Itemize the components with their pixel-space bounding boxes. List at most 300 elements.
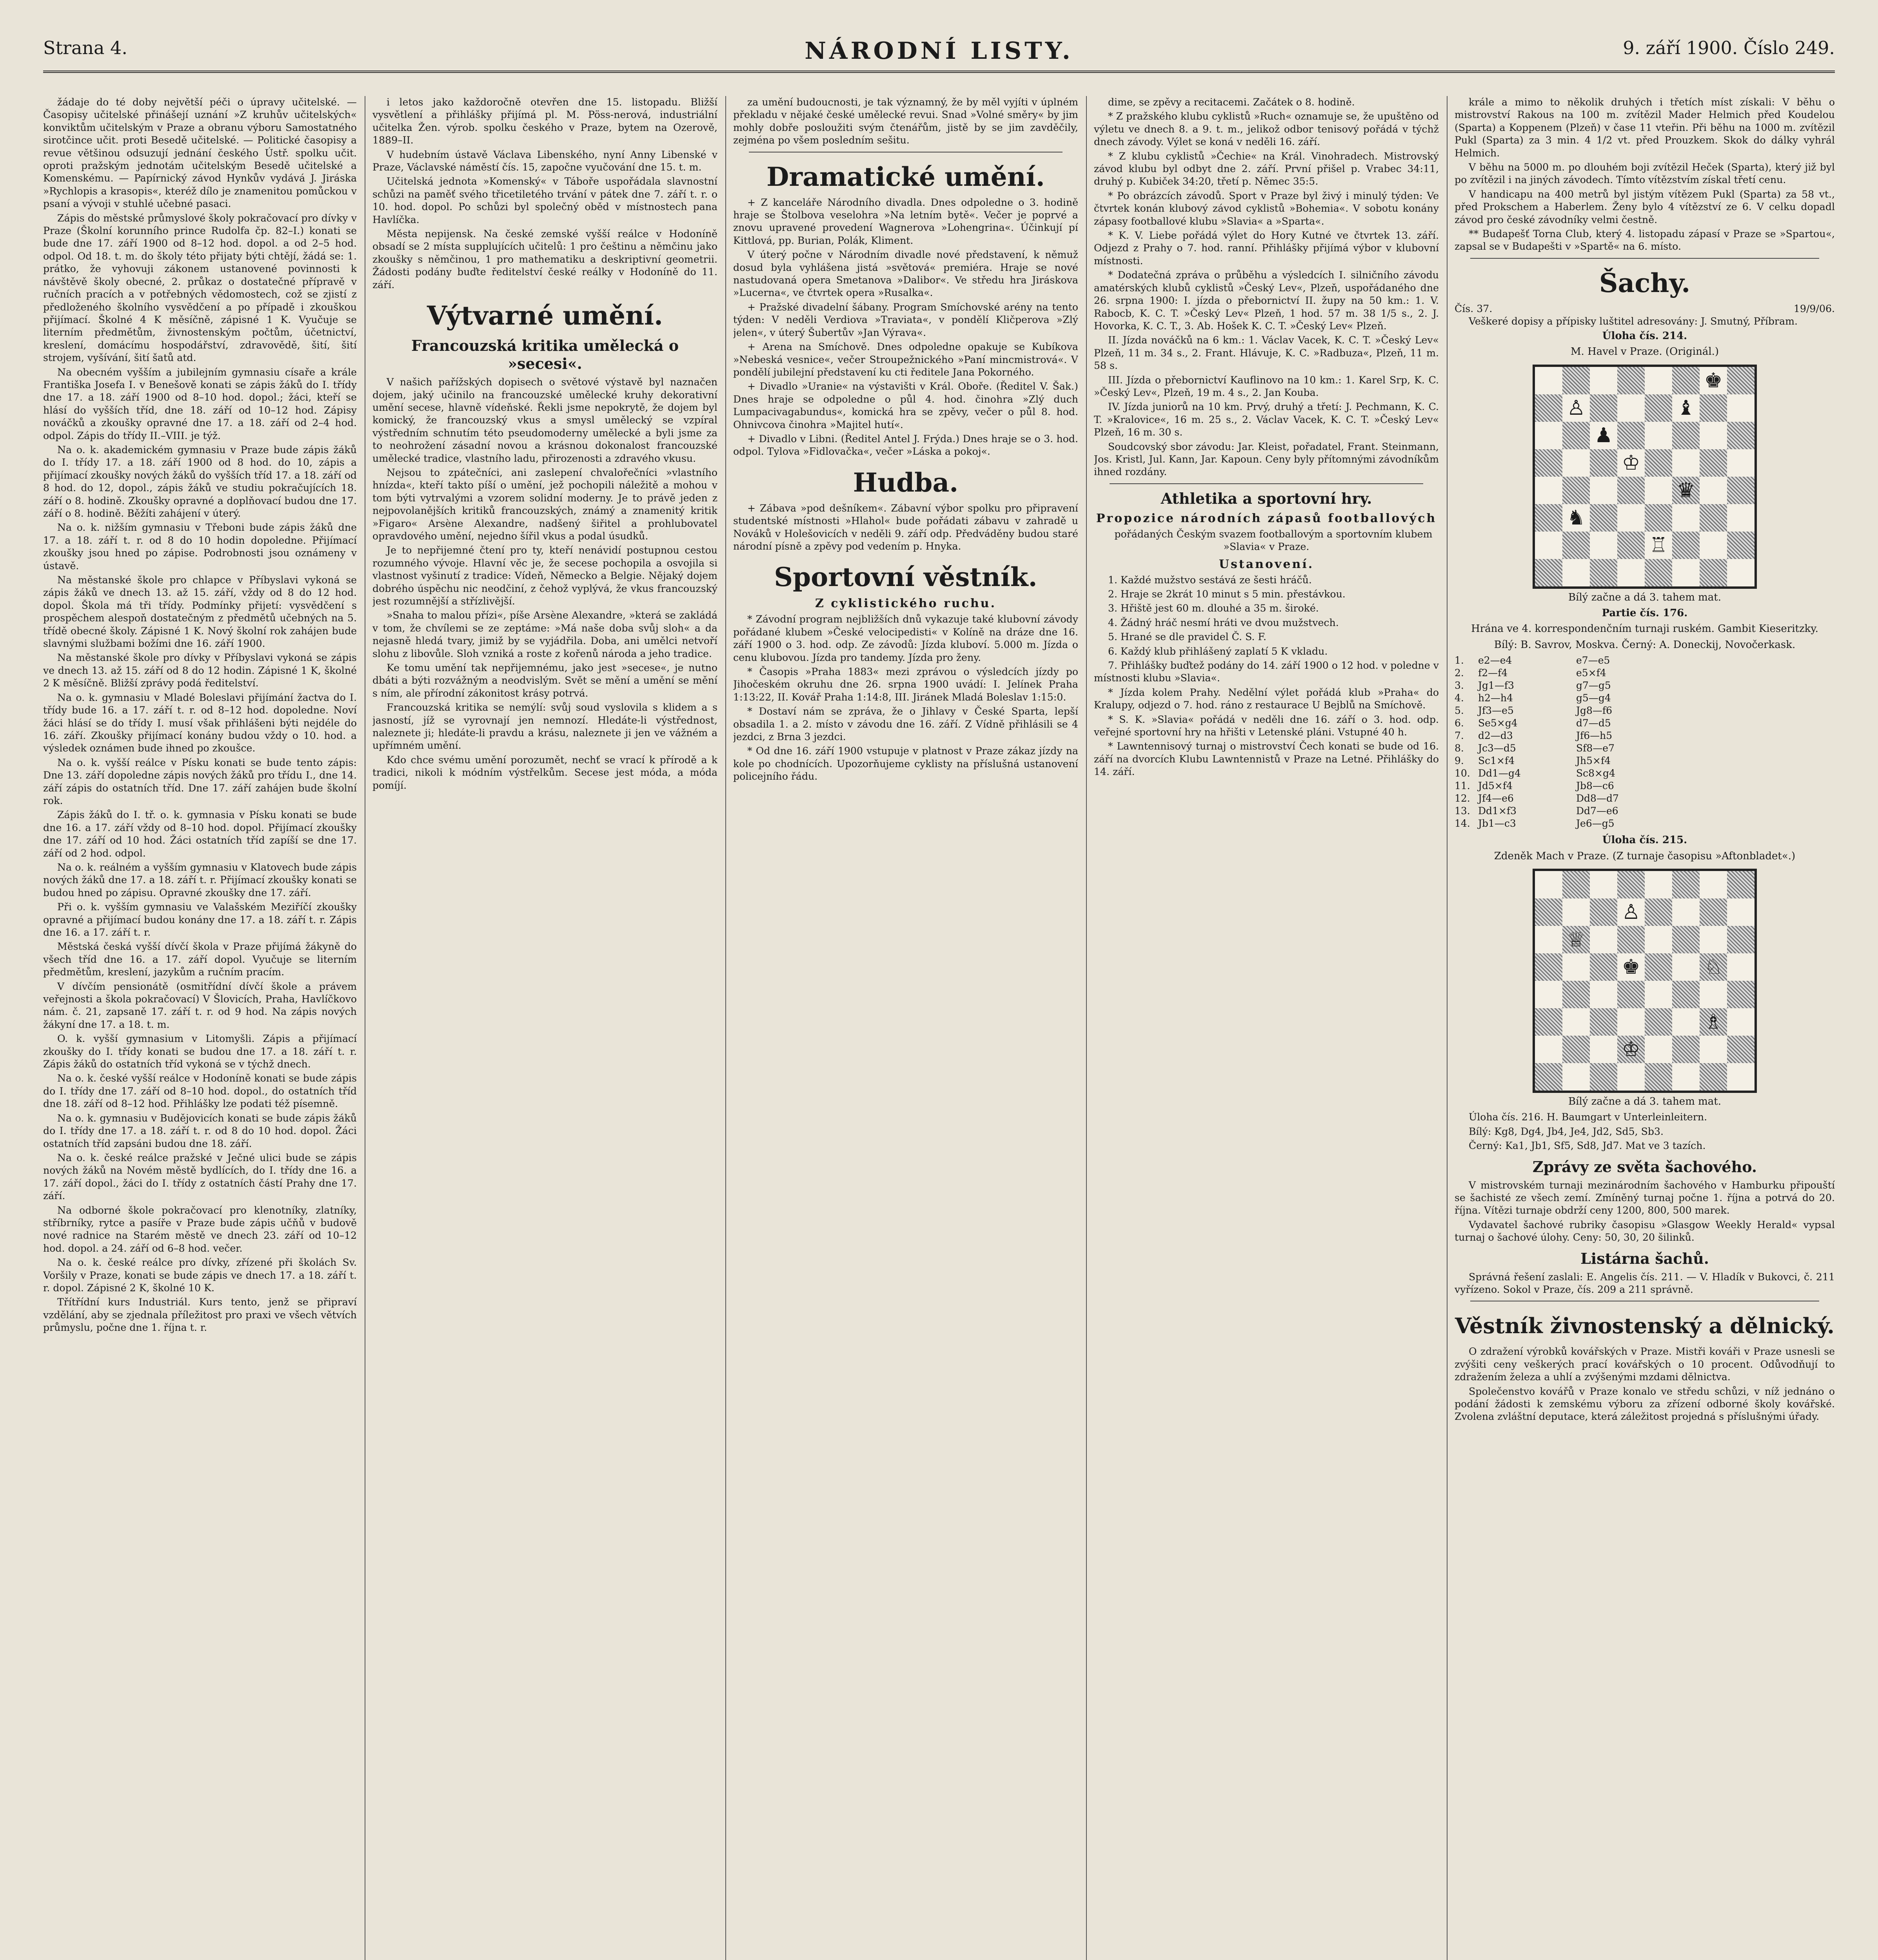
section-title-sport: Sportovní věstník.: [774, 562, 1037, 593]
article-paragraph: Na o. k. české reálce pražské v Ječné ulici bude se zápis nových žáků na Novém městě bydlících, do I. třídy dne 16. a 17. září dopol., žáci do I. třídy z ostatních částí Prahy dne 17. září.: [43, 1152, 357, 1202]
chess-piece: ♔: [1622, 1037, 1640, 1061]
black-move: Jf6—h5: [1576, 730, 1613, 742]
board-square: [1535, 1063, 1562, 1091]
board-square: [1590, 1036, 1617, 1063]
white-move: d2—d3: [1478, 730, 1513, 742]
chess-piece: ♙: [1567, 396, 1586, 420]
board-square: [1645, 898, 1672, 926]
article-paragraph: Francouzská kritika se nemýlí: svůj soud vyslovila s klidem a s jasností, jíž se vyrovnají jen nemnozí. Hledáte-li výstřednost, naleznete ji; hledáte-li pravdu a krásu, naleznete ji jen ve vážném a upřímném umění.: [372, 702, 717, 751]
board-square: [1700, 1036, 1727, 1063]
board-square: [1562, 504, 1590, 532]
move-number: 2.: [1455, 667, 1464, 679]
board-square: [1727, 1036, 1754, 1063]
board-square: [1672, 422, 1700, 449]
board-square: [1590, 926, 1617, 953]
article-paragraph: Městská česká vyšší dívčí škola v Praze přijímá žákyně do všech tříd dne 16. a 17. září dopol. Vyučuje se literním předmětům, kreslení, jazykům a ručním pracím.: [43, 941, 357, 978]
column-2: [372, 96, 717, 1960]
section-title-chess: Šachy.: [1599, 267, 1691, 298]
article-paragraph: V mistrovském turnaji mezinárodním šachového v Hamburku připouští se šachisté ze všech zemí. Zmíněný turnaj počne 1. října a potrvá do 20. října. Vítězi turnaje obdrží ceny 1200, 800, 500 marek.: [1455, 1179, 1835, 1216]
article-paragraph: Zápis do městské průmyslové školy pokračovací pro dívky v Praze (Školní korunního prince Rudolfa čp. 82–I.) konati se bude dne 17. září 1900 od 8–12 hod. dopol. a od 2–5 hod. odpol. Od 18. t. m. do školy této přijaty býti chtějí, žádá se: 1. prátko, že vyhovuji zákonem ustanovené povinnosti k návštěvě školy obecné, 2. průkaz o dostatečné přípravě v ručních pracích a v potřebných vědomostech, což se zjistí z předloženého školního vysvědčení a po případě i zkouškou přijímací. Školné 4 K měsíčně, zápisné 1 K. Vyučuje se literním předmětům, živnostenským počtům, účetnictví, kreslení, domácímu hospodářství, zdravovědě, šití, šití strojem, vyšívání, šití šatů atd.: [43, 212, 357, 364]
board-square: [1645, 367, 1672, 394]
rule-item: 7. Přihlášky buďtež podány do 14. září 1900 o 12 hod. v poledne v místnosti klubu »Slavia«.: [1094, 660, 1439, 684]
chess-piece: ♞: [1567, 506, 1586, 530]
problem-3-black: Černý: Ka1, Jb1, Sf5, Sd8, Jd7. Mat ve 3 tazích.: [1469, 1140, 1706, 1152]
board-square: [1700, 926, 1727, 953]
problem-2-author: Zdeněk Mach v Praze. (Z turnaje časopisu »Aftonbladet«.): [1494, 850, 1796, 862]
board-square: [1535, 926, 1562, 953]
board-square: [1700, 532, 1727, 559]
board-square: [1727, 1008, 1754, 1036]
article-paragraph: * Z pražského klubu cyklistů »Ruch« oznamuje se, že upuštěno od výletu ve dnech 8. a 9. t. m., jelikož odbor tenisový pořádá v týchž dnech závody. Výlet se koná v neděli 16. září.: [1094, 111, 1439, 148]
chess-news-title: Zprávy ze světa šachového.: [1532, 1158, 1757, 1176]
black-move: g7—g5: [1576, 680, 1611, 691]
board-square: [1535, 981, 1562, 1008]
article-paragraph: IV. Jízda juniorů na 10 km. Prvý, druhý a třetí: J. Pechmann, K. C. T. »Kralovice«, 16 m. 25 s., 2. Václav Vacek, K. C. T. »Český Lev« Plzeň, 16 m. 30 s.: [1094, 401, 1439, 438]
board-square: [1645, 871, 1672, 898]
chess-piece: ♝: [1676, 396, 1695, 420]
move-row: [1455, 755, 1835, 767]
chess-piece: ♚: [1704, 368, 1723, 392]
board-square: [1617, 898, 1645, 926]
chess-piece: ♟: [1594, 423, 1613, 447]
move-number: 6.: [1455, 717, 1464, 729]
board-square: [1645, 559, 1672, 586]
white-move: Jf4—e6: [1478, 793, 1514, 804]
problem-2-title: Úloha čís. 215.: [1602, 834, 1687, 846]
board-square: [1617, 367, 1645, 394]
board-square: [1672, 449, 1700, 477]
board-square: [1562, 1036, 1590, 1063]
white-move: Jc3—d5: [1478, 742, 1516, 754]
board-square: [1535, 367, 1562, 394]
article-paragraph: * Lawntennisový turnaj o mistrovství Čech konati se bude od 16. září na dvorcích Klubu Lawntennistů v Praze na Letné. Přihlášky do 14. září.: [1094, 740, 1439, 778]
article-paragraph: Nejsou to zpátečníci, ani zaslepení chvalořečníci »vlastního hnízda«, kteří takto píší o umění, jež pochopili náležitě a mohou v tom býti vytrvalými a vzorem solidní moderny. Je to právě jeden z nejpovolanějších kritiků francouzských, známý a znamenitý kritik »Figaro« Arsène Alexandre, nadšený šiřitel a prohlubovatel opravdového umění, nejedno šířil vkus a podal úsudků.: [372, 466, 717, 542]
board-square: [1590, 367, 1617, 394]
board-square: [1562, 532, 1590, 559]
theatre-news: [733, 196, 1078, 458]
article-paragraph: * Dostaví nám se zpráva, že o Jihlavy v České Sparta, lepší obsadila 1. a 2. místo v závodu dne 16. září. Z Vídně přihlásili se 4 jezdci, z Brna 3 jezdci.: [733, 706, 1078, 743]
article-paragraph: II. Jízda nováčků na 6 km.: 1. Václav Vacek, K. C. T. »Český Lev« Plzeň, 11 m. 34 s., 2. Frant. Hlávuje, K. C. »Radbuza«, Plzeň, 11 m. 58 s.: [1094, 334, 1439, 372]
board-square: [1645, 926, 1672, 953]
divider-rule: [1470, 258, 1819, 259]
board-square: [1617, 477, 1645, 504]
rules-title: Ustanovení.: [1219, 557, 1314, 571]
board-square: [1562, 394, 1590, 422]
board-square: [1672, 871, 1700, 898]
black-move: Sf8—e7: [1576, 742, 1615, 754]
board-square: [1727, 871, 1754, 898]
article-paragraph: Na o. k. české reálce pro dívky, zřízené při školách Sv. Voršily v Praze, konati se bude zápis ve dnech 17. a 18. září t. r. dopol. Zápisné 2 K, školné 10 K.: [43, 1257, 357, 1294]
article-paragraph: V handicapu na 400 metrů byl jistým vítězem Pukl (Sparta) za 58 vt., před Prokschem a Haberlem. Ženy bylo 4 vítězství ze 6. V celku dopadl závod pro české závodníky velmi čestně.: [1455, 188, 1835, 225]
board-square: [1562, 926, 1590, 953]
board-square: [1645, 1063, 1672, 1091]
article-paragraph: V dívčím pensionátě (osmitřídní dívčí škole a právem veřejnosti a škola pokračovací) V Šlovicích, Praha, Havlíčkovo nám. č. 21, zapsaně 17. září t. r. od 9 hod. Na zápis nových žákyní dne 17. a 18. t. m.: [43, 980, 357, 1030]
problem-1-caption: Bílý začne a dá 3. tahem mat.: [1568, 591, 1721, 603]
column-divider: [725, 96, 726, 1960]
article-paragraph: Na o. k. nižším gymnasiu v Třeboni bude zápis žáků dne 17. a 18. září t. r. od 8 do 10 hodin dopoledne. Přijímací zkoušky jsou hned po zápise. Podrobnosti jsou oznámeny v ústavě.: [43, 522, 357, 572]
board-square: [1672, 367, 1700, 394]
article-paragraph: Zápis žáků do I. tř. o. k. gymnasia v Písku konati se bude dne 16. a 17. září vždy od 8–10 hod. dopol. Přijímací zkoušky dne 17. září od 10 hod. Žáci ostatních tříd zapíší se dne 17. září od 2 hod. odpol.: [43, 809, 357, 859]
black-move: Dd8—d7: [1576, 793, 1619, 804]
board-square: [1590, 953, 1617, 981]
article-paragraph: O. k. vyšší gymnasium v Litomyšli. Zápis a přijímací zkoušky do I. třídy konati se budou dne 17. a 18. září t. r. Zápis žáků do ostatních tříd vykoná se v týchž dnech.: [43, 1033, 357, 1070]
board-square: [1700, 394, 1727, 422]
article-paragraph: za umění budoucnosti, je tak významný, že by měl vyjíti v úplném překladu v nějaké české umělecké revui. Snad »Volné směry« by jim mohly dobře posloužiti svým čtenářům, jistě by se jim zavděčily, zejména po všem posledním sešitu.: [733, 96, 1078, 146]
move-number: 4.: [1455, 692, 1464, 704]
chess-piece: ♕: [1567, 927, 1586, 951]
board-square: [1617, 394, 1645, 422]
board-square: [1672, 953, 1700, 981]
article-paragraph: + Z kanceláře Národního divadla. Dnes odpoledne o 3. hodině hraje se Štolbova veselohra »Na letním bytě«. Večer je poprvé a znovu upravené provedení Wagnerova »Lohengrina«. Účinkují pí Kittlová, pp. Burian, Polák, Kliment.: [733, 196, 1078, 246]
board-square: [1617, 871, 1645, 898]
article-paragraph: Na městanské škole pro chlapce v Příbyslavi vykoná se zápis žáků ve dnech 13. až 15. září, vždy od 8 do 12 hod. dopol. Škola má tři třídy. Podmínky přijetí: vysvědčení s prospěchem alespoň dostatečným z předmětů učebných na 5. třídě obecné školy. Zápisné 1 K. Nový školní rok zahájen bude slavnými službami božími dne 16. září 1900.: [43, 574, 357, 650]
board-square: [1700, 559, 1727, 586]
board-square: [1590, 981, 1617, 1008]
column-3: [733, 96, 1078, 1960]
article-paragraph: Na obecném vyšším a jubilejním gymnasiu císaře a krále Františka Josefa I. v Benešově konati se zápis žáků do I. třídy dne 17. a 18. září 1900 od 8–10 hod. dopol.; žáci, kteří se hlásí do vyšších tříd, dne 18. září od 10–12 hod. Zápisy nováčků a zkoušky opravné dne 17. a 18. září od 2–4 hod. odpol. Zápis do třídy II.–VIII. je týž.: [43, 366, 357, 441]
black-move: Je6—g5: [1576, 818, 1615, 829]
board-square: [1672, 394, 1700, 422]
board-square: [1562, 871, 1590, 898]
move-row: [1455, 730, 1835, 742]
white-move: Dd1×f3: [1478, 805, 1517, 817]
board-square: [1562, 1063, 1590, 1091]
board-square: [1590, 422, 1617, 449]
article-paragraph: Při o. k. vyšším gymnasiu ve Valašském Meziříčí zkoušky opravné a přijímací budou konány dne 17. a 18. září t. r. Zápis dne 16. a 17. září t. r.: [43, 901, 357, 938]
board-square: [1672, 981, 1700, 1008]
article-paragraph: V našich pařížských dopisech o světové výstavě byl naznačen dojem, jaký učinilo na francouzské umělecké kruhy dekorativní umění secese, hlavně vídeňské. Řekli jsme nepokrytě, že dojem byl komický, že francouzský vkus a smysl umělecký se vzpíral výstředním schnutím této pseudomoderny umělecké a byli jsme za to neohrožení zásadní novou a krásnou dokonalost francouzské umělecké tradice, vlastního ladu, přirozenosti a zdravého vkusu.: [372, 376, 717, 464]
board-square: [1645, 1036, 1672, 1063]
chess-news: [1455, 1179, 1835, 1244]
article-paragraph: + Divadlo v Libni. (Ředitel Antel J. Frýda.) Dnes hraje se o 3. hod. odpol. Tylova »Fidlovačka«, večer »Láska a pokoj«.: [733, 433, 1078, 457]
board-square: [1727, 477, 1754, 504]
move-row: [1455, 805, 1835, 817]
article-paragraph: * Závodní program nejbližších dnů vykazuje také klubovní závody pořádané klubem »České velocipedisti« v Kolíně na dráze dne 16. září 1900 o 3. hod. odp. Ze závodů: Jízda kluboví. 5.000 m. Jízda o cenu klubovou. Jízda pro tandemy. Jízda pro ženy.: [733, 613, 1078, 663]
board-square: [1590, 1008, 1617, 1036]
board-square: [1562, 367, 1590, 394]
article-paragraph: * K. V. Liebe pořádá výlet do Hory Kutné ve čtvrtek 13. září. Odjezd z Prahy o 7. hod. ranní. Přihlášky přijímá výbor v klubovní místnosti.: [1094, 230, 1439, 267]
article-paragraph: * Po obrázcích závodů. Sport v Praze byl živý i minulý týden: Ve čtvrtek konán klubový závod cyklistů »Bohemia«. V sobotu konány zápasy footballové klubu »Slavia« a »Sparta«.: [1094, 190, 1439, 227]
board-square: [1700, 1063, 1727, 1091]
section-title-trade: Věstník živnostenský a dělnický.: [1455, 1313, 1834, 1339]
problem-1-author: M. Havel v Praze. (Originál.): [1570, 346, 1719, 358]
article-paragraph: Třítřídní kurs Industriál. Kurs tento, jenž se připraví vzdělání, aby se zjednala příležitost pro praxi ve všech větvích průmyslu, počne dne 1. října t. r.: [43, 1296, 357, 1334]
white-move: Jd5×f4: [1478, 780, 1513, 792]
chess-piece: ♔: [1622, 451, 1640, 475]
move-row: [1455, 679, 1835, 692]
board-square: [1700, 953, 1727, 981]
board-square: [1645, 422, 1672, 449]
article-paragraph: dime, se zpěvy a recitacemi. Začátek o 8. hodině.: [1108, 96, 1355, 108]
game-intro: Hrána ve 4. korrespondenčním turnaji ruském. Gambit Kieseritzky.: [1471, 623, 1818, 635]
board-square: [1617, 953, 1645, 981]
board-square: [1590, 559, 1617, 586]
trade-news: [1455, 1345, 1835, 1423]
chess-column-date: 19/9/06.: [1793, 303, 1835, 314]
education-news-continued: [372, 96, 717, 291]
board-square: [1562, 953, 1590, 981]
article-paragraph: Na odborné škole pokračovací pro klenotníky, zlatníky, stříbrníky, rytce a pasíře v Praze bude zápis učňů v budově nové radnice na Starém městě ve dnech 23. září od 10–12 hod. dopol. a 24. září od 6–8 hod. večer.: [43, 1204, 357, 1254]
board-square: [1617, 1063, 1645, 1091]
article-paragraph: Na o. k. vyšší reálce v Písku konati se bude tento zápis: Dne 13. září dopoledne zápis nových žáků pro třídu I., dne 14. září zápis do ostatních tříd. Dne 17. září zahájen bude školní rok.: [43, 757, 357, 806]
board-square: [1727, 898, 1754, 926]
move-number: 13.: [1455, 805, 1470, 817]
board-square: [1535, 532, 1562, 559]
board-square: [1672, 1063, 1700, 1091]
board-square: [1672, 1008, 1700, 1036]
article-paragraph: V běhu na 5000 m. po dlouhém boji zvítězil Heček (Sparta), který již byl po zvítězil i na jiných závodech. Tímto vítězstvím získal třetí cenu.: [1455, 162, 1835, 186]
black-move: g5—g4: [1576, 692, 1611, 704]
board-square: [1590, 898, 1617, 926]
article-paragraph: * Z klubu cyklistů »Čechie« na Král. Vinohradech. Mistrovský závod klubu byl odbyt dne 2. září. První přišel p. Vrabec 34:11, druhý p. Kubiček 34:20, třetí p. Němec 35:5.: [1094, 150, 1439, 187]
board-square: [1727, 981, 1754, 1008]
article-body-french-criticism: [372, 376, 717, 792]
board-square: [1535, 871, 1562, 898]
chess-piece: ♘: [1704, 955, 1723, 979]
article-paragraph: Společenstvo kovářů v Praze konalo ve středu schůzi, v níž jednáno o podání žádosti k zemskému výboru za zřízení odborné školy kovářské. Zvolena zvláštní deputace, která záležitost projedná s příslušnými úřady.: [1455, 1385, 1835, 1423]
board-square: [1672, 898, 1700, 926]
board-square: [1617, 449, 1645, 477]
issue-date-number: 9. září 1900. Číslo 249.: [1623, 37, 1835, 58]
black-move: Jb8—c6: [1576, 780, 1614, 792]
board-square: [1700, 871, 1727, 898]
white-move: f2—f4: [1478, 667, 1508, 679]
game-moves: [1455, 654, 1835, 830]
chess-piece: ♙: [1622, 900, 1640, 924]
white-move: Se5×g4: [1478, 717, 1518, 729]
board-square: [1727, 532, 1754, 559]
section-title-drama: Dramatické umění.: [766, 161, 1045, 192]
chess-letters-title: Listárna šachů.: [1580, 1249, 1709, 1267]
section-title-fine-arts: Výtvarné umění.: [427, 300, 663, 331]
board-square: [1672, 477, 1700, 504]
board-square: [1645, 504, 1672, 532]
article-paragraph: * Jízda kolem Prahy. Nedělní výlet pořádá klub »Praha« do Kralupy, odjezd o 7. hod. ráno z restaurace U Bejblů na Smíchově.: [1094, 686, 1439, 711]
rule-item: 1. Každé mužstvo sestává ze šesti hráčů.: [1108, 574, 1312, 586]
cycling-news: [733, 613, 1078, 783]
article-paragraph: Ke tomu umění tak nepřijemnému, jako jest »secese«, je nutno dbáti a býti rozvážným a neodvislým. Svět se mění a umění se mění s ním, ale přírodní zákonitost krásy potrvá.: [372, 662, 717, 699]
chess-board-problem-1: [1533, 365, 1757, 589]
board-square: [1535, 559, 1562, 586]
move-number: 11.: [1455, 780, 1470, 792]
football-rules-list: [1094, 574, 1439, 685]
board-square: [1590, 477, 1617, 504]
move-number: 10.: [1455, 768, 1470, 779]
move-row: [1455, 704, 1835, 717]
chess-piece: ♚: [1622, 955, 1640, 979]
board-square: [1727, 422, 1754, 449]
page-header: [43, 33, 1835, 80]
article-paragraph: O zdražení výrobků kovářských v Praze. Mistři kováři v Praze usnesli se zvýšiti ceny veškerých prací kovářských o 10 procent. Odůvodňují to zdražením železa a uhlí a zvýšenými mzdami dělnictva.: [1455, 1346, 1835, 1383]
article-paragraph: Soudcovský sbor závodu: Jar. Kleist, pořadatel, Frant. Steinmann, Jos. Kristl, Jul. Kann, Jar. Kapoun. Ceny byly přítomnými závodníkům ihned rozdány.: [1094, 441, 1439, 478]
football-propositions-intro: pořádaných Českým svazem footballovým a sportovním klubem »Slavia« v Praze.: [1114, 528, 1433, 553]
column-1: [43, 96, 357, 1960]
board-square: [1672, 1036, 1700, 1063]
article-paragraph: * Dodatečná zpráva o průběhu a výsledcích I. silničního závodu amatérských klubů cyklistů »Český Lev«, Plzeň, uspořádaného dne 26. srpna 1900: I. jízda o přebornictví II. župy na 50 km.: 1. V. Rabocb, K. C. T. »Český Lev« Plzeň, 1 hod. 57 m. 38 1/5 s., 2. J. Hovorka, K. C. T., 3. Ab. Hošek K. C. T. »Český Lev« Plzeň.: [1094, 269, 1439, 332]
board-square: [1562, 449, 1590, 477]
white-move: Jb1—c3: [1478, 818, 1516, 829]
board-square: [1727, 1063, 1754, 1091]
article-paragraph: III. Jízda o přebornictví Kauflinovo na 10 km.: 1. Karel Srp, K. C. »Český Lev«, Plzeň, 19 m. 4 s., 2. Jan Kouba.: [1094, 374, 1439, 398]
move-number: 1.: [1455, 655, 1464, 666]
article-paragraph: V úterý počne v Národním divadle nové představení, k němuž dosud byla vyhlášena jistá »světová« premiéra. Hraje se nové nastudovaná opera Smetanova »Dalibor«. Ve středu hra Jiráskova »Lucerna«, ve čtvrtek opera »Rusalka«.: [733, 249, 1078, 299]
board-square: [1672, 532, 1700, 559]
board-square: [1562, 981, 1590, 1008]
board-square: [1645, 477, 1672, 504]
article-paragraph: Na o. k. gymnasiu v Mladé Boleslavi přijímání žactva do I. třídy bude 16. a 17. září t. r. od 8–12 hod. dopoledne. Noví žáci hlásí se do třídy I. musí však přihlášeni býti nejdéle do 16. září. Zkoušky přijímací konány budou vždy o 10. hod. a výsledek oznámen bude ihned po zkoušce.: [43, 691, 357, 754]
board-square: [1727, 504, 1754, 532]
article-paragraph: Na o. k. akademickém gymnasiu v Praze bude zápis žáků do I. třídy 17. a 18. září 1900 od 8 hod. do 10, zápis a přijímací zkoušky nových žáků do vyšších tříd 17. a 18. září od 8 hod. do 12, dopol., zápis žáků ve studiu pokračujících 18. září o 8. hodině. Zkoušky opravné a doplňovací budou dne 17. září o 8. hodině. Běžíti zahájení v úterý.: [43, 444, 357, 519]
article-title-french-criticism: Francouzská kritika umělecká o »secesi«.: [411, 337, 679, 373]
article-paragraph: + Pražské divadelní šábany. Program Smíchovské arény na tento týden: V neděli Verdiova »Traviata«, v pondělí Kličperova »Zlý jelen«, v úterý Šubertův »Jan Výrava«.: [733, 301, 1078, 338]
board-square: [1562, 1008, 1590, 1036]
move-number: 7.: [1455, 730, 1464, 742]
board-square: [1590, 504, 1617, 532]
board-square: [1727, 559, 1754, 586]
move-row: [1455, 780, 1835, 792]
chess-header-line: [1455, 303, 1835, 315]
article-paragraph: Na o. k. gymnasiu v Budějovicích konati se bude zápis žáků do I. třídy dne 17. a 18. září t. r. od 8 do 10 hod. dopol. Žáci ostatních tříd zapsáni budou dne 18. září.: [43, 1112, 357, 1149]
board-square: [1700, 1008, 1727, 1036]
board-square: [1617, 532, 1645, 559]
board-square: [1590, 532, 1617, 559]
board-square: [1700, 422, 1727, 449]
move-row: [1455, 717, 1835, 730]
board-square: [1727, 394, 1754, 422]
move-row: [1455, 817, 1835, 830]
move-row: [1455, 654, 1835, 667]
board-square: [1535, 1008, 1562, 1036]
board-square: [1617, 1008, 1645, 1036]
board-square: [1562, 477, 1590, 504]
move-row: [1455, 667, 1835, 679]
board-square: [1590, 871, 1617, 898]
white-move: e2—e4: [1478, 655, 1512, 666]
article-paragraph: ** Budapešť Torna Club, který 4. listopadu zápasí v Praze se »Spartou«, zapsal se v Budapešti v »Spartě« na 6. místo.: [1455, 228, 1835, 252]
section-title-athletics: Athletika a sportovní hry.: [1161, 489, 1372, 507]
sport-news-more: [1094, 686, 1439, 779]
board-square: [1727, 449, 1754, 477]
move-number: 12.: [1455, 793, 1470, 804]
board-square: [1727, 953, 1754, 981]
rule-item: 5. Hrané se dle pravidel Č. S. F.: [1108, 631, 1266, 643]
divider-rule: [1110, 483, 1423, 484]
chess-piece: ♖: [1649, 533, 1668, 557]
article-paragraph: * S. K. »Slavia« pořádá v neděli dne 16. září o 3. hod. odp. veřejné sportovní hry na hřišti v Letenské pláni. Vstupné 40 h.: [1094, 713, 1439, 738]
board-square: [1617, 422, 1645, 449]
problem-3-title: Úloha čís. 216. H. Baumgart v Unterleinleitern.: [1469, 1111, 1707, 1123]
board-square: [1617, 504, 1645, 532]
board-square: [1617, 926, 1645, 953]
board-square: [1645, 532, 1672, 559]
article-paragraph: Učitelská jednota »Komenský« v Táboře uspořádala slavnostní schůzi na paměť svého třicetiletého trvání v pátek dne 7. září t. r. o 10. hod. dopol. Po schůzi byl společný oběd v místnostech pana Havlíčka.: [372, 176, 717, 225]
column-divider: [1086, 96, 1087, 1960]
rule-item: 2. Hraje se 2krát 10 minut s 5 min. přestávkou.: [1108, 588, 1346, 600]
music-news: [733, 502, 1078, 553]
problem-1-title: Úloha čís. 214.: [1602, 330, 1687, 342]
white-move: Jg1—f3: [1478, 680, 1515, 691]
board-square: [1535, 477, 1562, 504]
move-number: 9.: [1455, 755, 1464, 767]
chess-letters-text: Správná řešení zaslali: E. Angelis čís. 211. — V. Hladík v Bukovci, č. 211 vyřízeno. Sokol v Praze, čís. 209 a 211 správně.: [1455, 1271, 1835, 1295]
black-move: Jg8—f6: [1576, 705, 1613, 717]
board-square: [1535, 394, 1562, 422]
rule-item: 6. Každý klub přihlášený zaplatí 5 K vkladu.: [1108, 645, 1328, 657]
board-square: [1672, 926, 1700, 953]
chess-board-problem-2: [1533, 869, 1757, 1093]
board-square: [1617, 559, 1645, 586]
board-square: [1535, 898, 1562, 926]
article-paragraph: Na o. k. reálném a vyšším gymnasiu v Klatovech bude zápis nových žáků dne 17. a 18. září t. r. Přijímací zkoušky konati se budou hned po zápisu. Opravné zkoušky dne 17. září.: [43, 861, 357, 898]
article-paragraph: * Od dne 16. září 1900 vstupuje v platnost v Praze zákaz jízdy na kole po chodnících. Upozorňujeme cyklisty na příslušná ustanovení policejního řádu.: [733, 745, 1078, 782]
board-square: [1535, 422, 1562, 449]
article-paragraph: Vydavatel šachové rubriky časopisu »Glasgow Weekly Herald« vypsal turnaj o šachové úlohy. Ceny: 50, 30, 20 šilinků.: [1455, 1219, 1835, 1243]
board-square: [1672, 504, 1700, 532]
black-move: Jh5×f4: [1576, 755, 1611, 767]
board-square: [1562, 422, 1590, 449]
page-number: Strana 4.: [43, 37, 127, 58]
athletics-news-continued: [1455, 96, 1835, 253]
board-square: [1700, 449, 1727, 477]
article-paragraph: Města nepijensk. Na české zemské vyšší reálce v Hodoníně obsadí se 2 místa supplujících učitelů: 1 pro češtinu a němčinu jako zkoušky s němčinou, 1 pro mathematiku a deskriptivní geometrii. Žádosti podány buďte ředitelství české reálky v Hodoníně do 11. září.: [372, 228, 717, 290]
subsection-title-cycling: Z cyklistického ruchu.: [815, 597, 997, 611]
problem-2-caption: Bílý začne a dá 3. tahem mat.: [1568, 1095, 1721, 1107]
board-square: [1700, 898, 1727, 926]
move-row: [1455, 792, 1835, 805]
board-square: [1617, 1036, 1645, 1063]
header-rule: [43, 71, 1835, 73]
board-square: [1535, 504, 1562, 532]
chess-intro: Veškeré dopisy a přípisky luštitel adresovány: J. Smutný, Příbram.: [1469, 316, 1798, 327]
rule-item: 3. Hřiště jest 60 m. dlouhé a 35 m. široké.: [1108, 603, 1319, 614]
column-5: [1455, 96, 1835, 1960]
article-paragraph: + Arena na Smíchově. Dnes odpoledne opakuje se Kubíkova »Nebeská vesnice«, večer Stroupežnického »Paní mincmistrová«. V pondělí jubilejní představení ku cti ředitele Jana Pokorného.: [733, 341, 1078, 378]
section-title-music: Hudba.: [853, 467, 959, 498]
move-number: 3.: [1455, 680, 1464, 691]
article-paragraph: + Zábava »pod dešníkem«. Zábavní výbor spolku pro připravení studentské místnosti »Hlahol« bude pořádati zábavu v zahradě u Nováků v Holešovicích v neděli 9. září odp. Předváděny budou staré národní písně a zpěvy pod vedením p. Hnyka.: [733, 502, 1078, 552]
white-move: Jf3—e5: [1478, 705, 1514, 717]
black-move: Sc8×g4: [1576, 768, 1615, 779]
board-square: [1700, 504, 1727, 532]
board-square: [1700, 367, 1727, 394]
board-square: [1645, 953, 1672, 981]
board-square: [1700, 981, 1727, 1008]
board-square: [1590, 449, 1617, 477]
article-paragraph: * Časopis »Praha 1883« mezi zprávou o výsledcích jízdy po Jihočeském okruhu dne 26. srpna 1900 uvádí: I. Jelínek Praha 1:13:22, II. Kovář Praha 1:14:8, III. Jiránek Mladá Boleslav 1:15:0.: [733, 666, 1078, 703]
move-number: 5.: [1455, 705, 1464, 717]
column-divider: [1447, 96, 1448, 1960]
move-row: [1455, 767, 1835, 780]
board-square: [1727, 367, 1754, 394]
move-row: [1455, 742, 1835, 755]
board-square: [1645, 449, 1672, 477]
white-move: Dd1—g4: [1478, 768, 1521, 779]
problem-3-white: Bílý: Kg8, Dg4, Jb4, Je4, Jd2, Sd5, Sb3.: [1469, 1125, 1664, 1137]
board-square: [1645, 394, 1672, 422]
board-square: [1562, 898, 1590, 926]
board-square: [1700, 477, 1727, 504]
article-paragraph: V hudebním ústavě Václava Libenského, nyní Anny Libenské v Praze, Václavské náměstí čís. 15, započne vyučování dne 15. t. m.: [372, 149, 717, 173]
football-propositions-title: Propozice národních zápasů footballových: [1096, 511, 1437, 525]
board-square: [1562, 559, 1590, 586]
game-players: Bílý: B. Savrov, Moskva. Černý: A. Doneckij, Novočerkask.: [1494, 639, 1796, 651]
article-paragraph: + Divadlo »Uranie« na výstavišti v Král. Oboře. (Ředitel V. Šak.) Dnes hraje se odpoledne o půl 4. hod. činohra »Zlý duch Lumpacivagabundus«, komická hra se zpěvy, večer o půl 8. hod. Ohnivcova činohra »Majitel hutí«.: [733, 381, 1078, 430]
board-square: [1535, 449, 1562, 477]
black-move: d7—d5: [1576, 717, 1611, 729]
move-number: 14.: [1455, 818, 1470, 829]
article-paragraph: žádaje do té doby největší péči o úpravy učitelské. — Časopisy učitelské přinášejí uznání »Z kruhův učitelských« konviktům učitelským v Praze a obranu výboru Samostatného sirotčince učit. proti Besedě učitelské. — Politické časopisy a revue většinou odsuzují jednání českého Ústř. spolku učit. oproti pražským jednotám učitelským Besedě učitelské a Komenskému. — Papírnický závod Hynkův vydává J. Jiráska »Rychlopis a krasopis«, kteréž dílo je znamenitou pomůckou v psaní a vývoji v stuhlé učebné pasaci.: [43, 96, 357, 210]
black-move: e5×f4: [1576, 667, 1606, 679]
